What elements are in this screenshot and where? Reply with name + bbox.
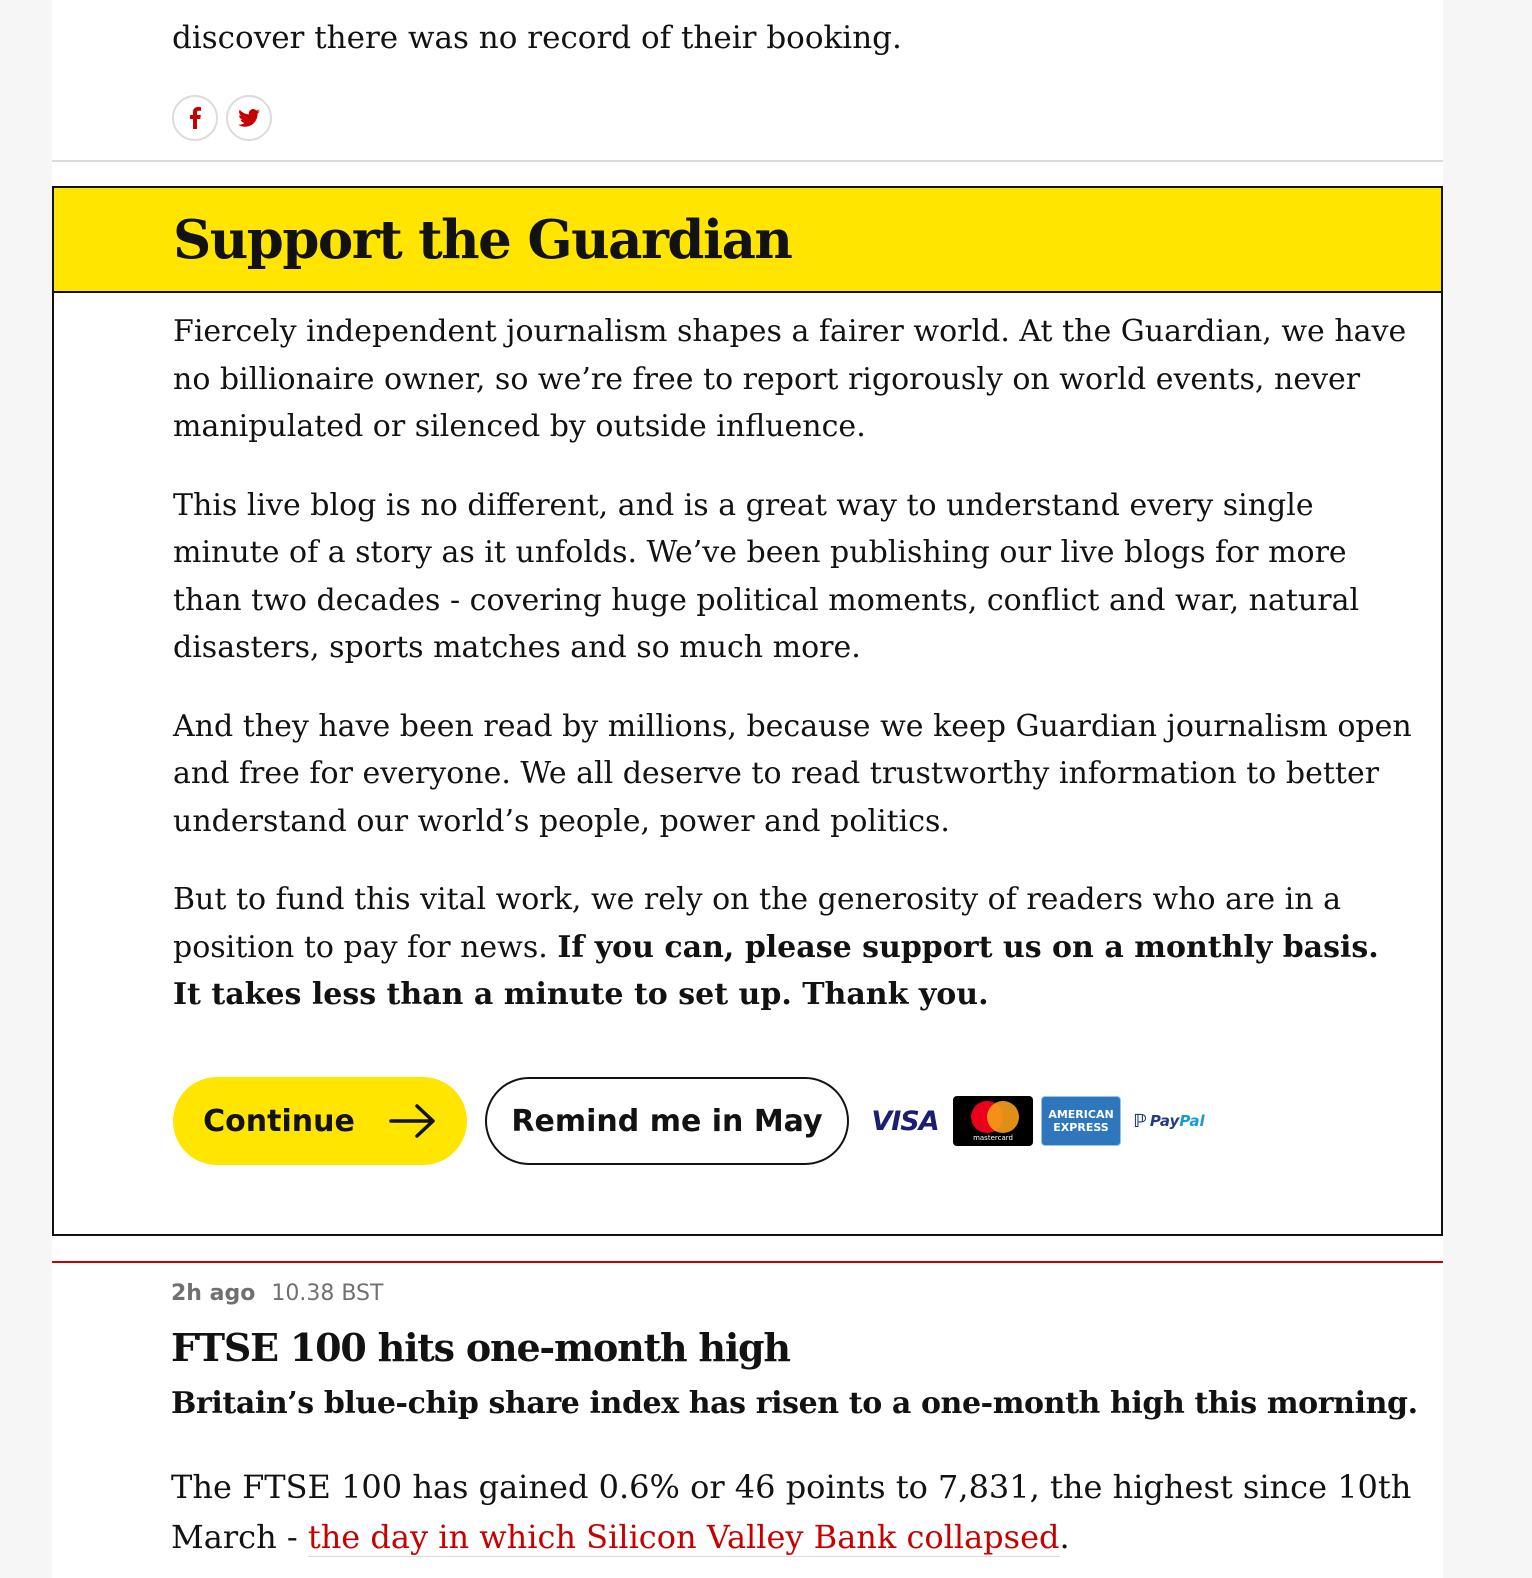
share-buttons — [172, 95, 272, 141]
post-title: FTSE 100 hits one-month high — [171, 1325, 790, 1370]
svb-collapse-link[interactable]: the day in which Silicon Valley Bank collapsed — [307, 1518, 1060, 1556]
post-time-ago[interactable]: 2h ago — [171, 1281, 256, 1306]
post-meta — [171, 1281, 1421, 1306]
amex-logo — [1041, 1096, 1121, 1146]
epic-paragraph: This live blog is no different, and is a great way to understand every single minute of a story as it unfolds. We’ve been publishing our live blogs for more than two decades - covering huge political moments, conflict and war, natural disasters, sports matches and so much more. — [173, 487, 1360, 665]
support-epic-body — [173, 308, 1413, 1050]
support-epic-title: Support the Guardian — [173, 209, 792, 271]
mastercard-wordmark: mastercard — [973, 1133, 1013, 1142]
twitter-icon — [238, 109, 260, 127]
post-divider — [52, 1261, 1443, 1263]
support-epic-header — [54, 188, 1441, 293]
continue-button[interactable] — [173, 1077, 467, 1165]
post-timestamp: 10.38 BST — [271, 1281, 384, 1306]
support-epic — [52, 186, 1443, 1236]
epic-final-plain: But to fund this vital work, we rely on the generosity of readers who are in a position to pay for news. — [173, 882, 1342, 965]
paypal-pal: Pal — [1179, 1112, 1205, 1130]
post-body-text: The FTSE 100 has gained 0.6% or 46 points to 7,831, the highest since 10th March - — [171, 1468, 1412, 1556]
previous-post-text: discover there was no record of their booking. — [172, 20, 902, 56]
share-facebook-button[interactable] — [172, 95, 218, 141]
liveblog-column — [52, 0, 1443, 1578]
post-body-end: . — [1059, 1518, 1070, 1556]
epic-cta-row — [173, 1077, 1209, 1165]
paypal-icon: ℙ — [1133, 1110, 1147, 1132]
mastercard-circles-icon — [967, 1101, 1019, 1133]
amex-line1: AMERICAN — [1048, 1108, 1114, 1121]
epic-final-paragraph — [173, 876, 1413, 1019]
facebook-icon — [188, 107, 202, 129]
mastercard-logo — [953, 1096, 1033, 1146]
previous-post — [52, 0, 1443, 162]
epic-final-bold: If you can, please support us on a monthly basis. It takes less than a minute to set up. Thank you. — [173, 929, 1379, 1012]
share-twitter-button[interactable] — [226, 95, 272, 141]
epic-paragraph: Fiercely independent journalism shapes a fairer world. At the Guardian, we have no billionaire owner, so we’re free to report rigorously on world events, never manipulated or silenced by outside influence. — [173, 314, 1407, 444]
post-standfirst: Britain’s blue-chip share index has risen to a one-month high this morning. — [171, 1386, 1418, 1421]
arrow-right-icon — [389, 1104, 437, 1138]
epic-paragraph: And they have been read by millions, because we keep Guardian journalism open and free for everyone. We all deserve to read trustworthy information to better understand our world’s people, power and politics. — [173, 708, 1412, 839]
liveblog-post — [171, 1281, 1421, 1562]
continue-label: Continue — [203, 1103, 355, 1139]
payment-logos — [865, 1096, 1209, 1146]
paypal-pay: Pay — [1149, 1112, 1180, 1130]
remind-me-button[interactable]: Remind me in May — [485, 1077, 849, 1165]
visa-logo: VISA — [865, 1096, 945, 1146]
amex-line2: EXPRESS — [1053, 1121, 1109, 1134]
paypal-logo — [1129, 1096, 1209, 1146]
post-body — [171, 1462, 1421, 1562]
